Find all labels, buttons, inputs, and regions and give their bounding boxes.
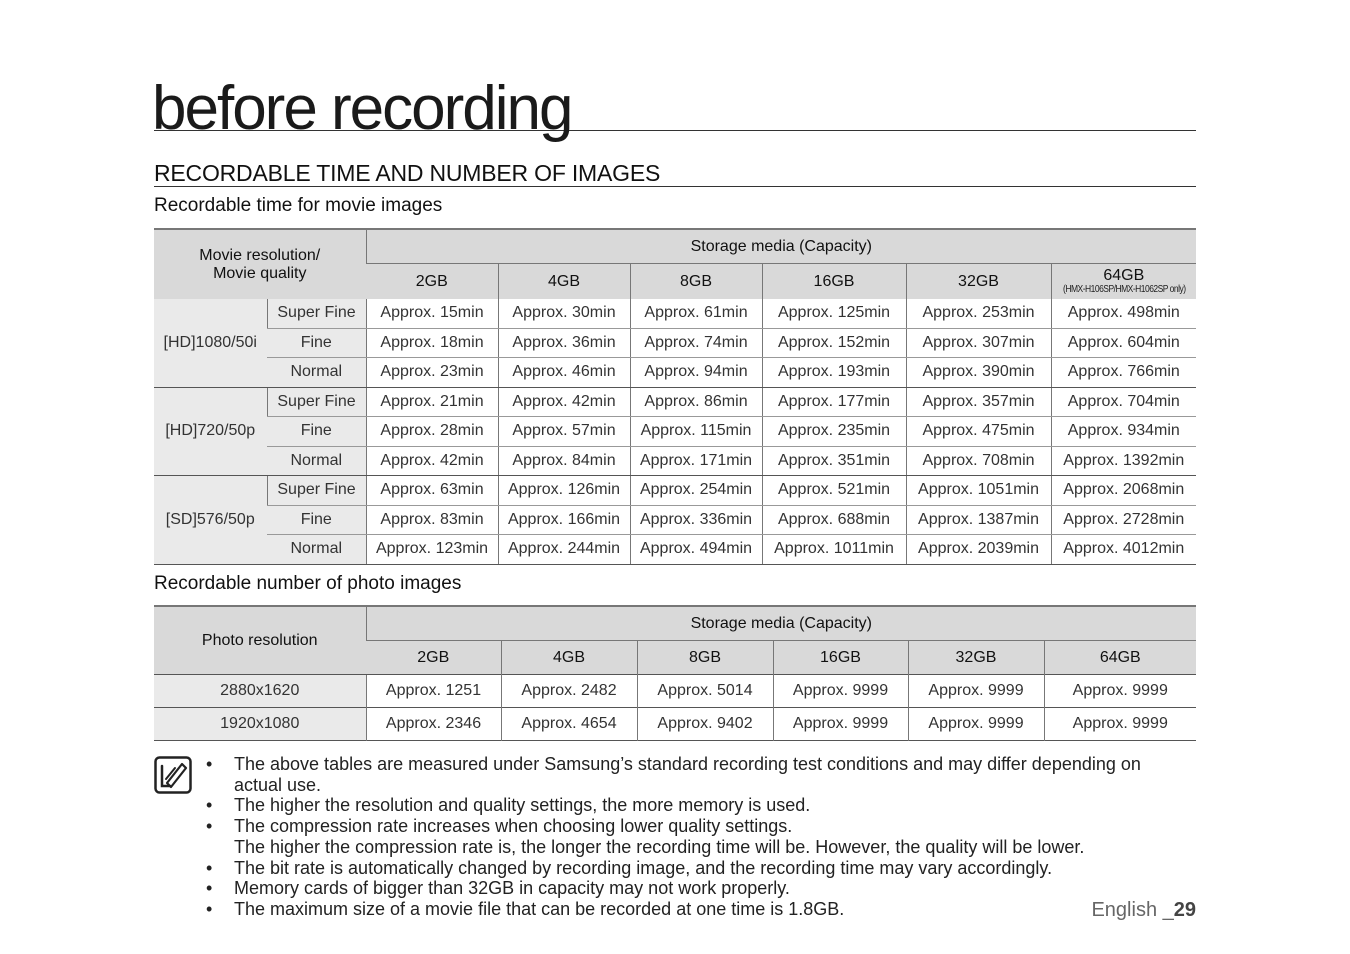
time-cell: Approx. 74min — [630, 328, 762, 358]
time-cell: Approx. 254min — [630, 476, 762, 506]
time-cell: Approx. 1387min — [906, 505, 1051, 535]
page-footer — [1091, 899, 1196, 922]
time-cell: Approx. 253min — [906, 299, 1051, 328]
quality-cell: Normal — [267, 446, 366, 476]
photo-storage-header: Storage media (Capacity) — [366, 606, 1196, 641]
time-cell: Approx. 708min — [906, 446, 1051, 476]
time-cell: Approx. 1051min — [906, 476, 1051, 506]
time-cell: Approx. 4012min — [1051, 535, 1196, 565]
photo-capacity-header: 64GB — [1044, 641, 1196, 675]
movie-corner-header: Movie resolution/ Movie quality — [154, 229, 366, 299]
table-row — [154, 328, 1196, 358]
resolution-cell: [HD]720/50p — [154, 387, 267, 476]
time-cell: Approx. 123min — [366, 535, 498, 565]
time-cell: Approx. 28min — [366, 417, 498, 447]
time-cell: Approx. 357min — [906, 387, 1051, 417]
table-row — [154, 708, 1196, 741]
note-pencil-icon — [154, 756, 192, 794]
count-cell: Approx. 4654 — [501, 708, 637, 741]
count-cell: Approx. 2346 — [366, 708, 501, 741]
time-cell: Approx. 604min — [1051, 328, 1196, 358]
table-row — [154, 299, 1196, 328]
time-cell: Approx. 390min — [906, 358, 1051, 388]
time-cell: Approx. 307min — [906, 328, 1051, 358]
time-cell: Approx. 244min — [498, 535, 630, 565]
photo-capacity-header: 2GB — [366, 641, 501, 675]
movie-capacity-header: 16GB — [762, 264, 906, 300]
time-cell: Approx. 193min — [762, 358, 906, 388]
count-cell: Approx. 9999 — [1044, 708, 1196, 741]
movie-capacity-header: 2GB — [366, 264, 498, 300]
table-row — [154, 675, 1196, 708]
capacity-64gb-label: 64GB (HMX-H106SP/HMX-H1062SP only) — [1062, 266, 1186, 295]
time-cell: Approx. 125min — [762, 299, 906, 328]
time-cell: Approx. 18min — [366, 328, 498, 358]
resolution-cell: [SD]576/50p — [154, 476, 267, 565]
quality-cell: Fine — [267, 505, 366, 535]
time-cell: Approx. 177min — [762, 387, 906, 417]
time-cell: Approx. 94min — [630, 358, 762, 388]
time-cell: Approx. 57min — [498, 417, 630, 447]
time-cell: Approx. 115min — [630, 417, 762, 447]
time-cell: Approx. 2068min — [1051, 476, 1196, 506]
note-item: • The above tables are measured under Samsung’s standard recording test conditions and may differ depending on actual use. — [206, 754, 1186, 795]
time-cell: Approx. 15min — [366, 299, 498, 328]
quality-cell: Fine — [267, 328, 366, 358]
quality-cell: Super Fine — [267, 387, 366, 417]
note-item: • The higher the resolution and quality settings, the more memory is used. — [206, 795, 1186, 816]
time-cell: Approx. 1011min — [762, 535, 906, 565]
count-cell: Approx. 1251 — [366, 675, 501, 708]
time-cell: Approx. 21min — [366, 387, 498, 417]
time-cell: Approx. 83min — [366, 505, 498, 535]
count-cell: Approx. 9999 — [773, 675, 908, 708]
movie-storage-header: Storage media (Capacity) — [366, 229, 1196, 264]
quality-cell: Fine — [267, 417, 366, 447]
time-cell: Approx. 46min — [498, 358, 630, 388]
photo-capacity-header: 16GB — [773, 641, 908, 675]
capacity-model-note: (HMX-H106SP/HMX-H1062SP only) — [1062, 283, 1186, 295]
table-row — [154, 358, 1196, 388]
time-cell: Approx. 475min — [906, 417, 1051, 447]
page-number: 29 — [1173, 899, 1196, 921]
photo-table-heading: Recordable number of photo images — [154, 573, 462, 594]
time-cell: Approx. 36min — [498, 328, 630, 358]
movie-recording-time-table — [154, 228, 1196, 565]
count-cell: Approx. 9999 — [908, 708, 1044, 741]
time-cell: Approx. 498min — [1051, 299, 1196, 328]
movie-capacity-header: 32GB — [906, 264, 1051, 300]
quality-cell: Super Fine — [267, 299, 366, 328]
count-cell: Approx. 9999 — [773, 708, 908, 741]
resolution-cell: 2880x1620 — [154, 675, 366, 708]
photo-capacity-header: 4GB — [501, 641, 637, 675]
photo-capacity-header: 8GB — [637, 641, 773, 675]
chapter-header — [152, 66, 1196, 143]
time-cell: Approx. 86min — [630, 387, 762, 417]
table-row — [154, 476, 1196, 506]
count-cell: Approx. 9999 — [1044, 675, 1196, 708]
note-item: • The bit rate is automatically changed by recording image, and the recording time may vary accordingly. — [206, 858, 1186, 879]
section-title: RECORDABLE TIME AND NUMBER OF IMAGES — [154, 160, 661, 186]
time-cell: Approx. 351min — [762, 446, 906, 476]
time-cell: Approx. 336min — [630, 505, 762, 535]
movie-capacity-header: 4GB — [498, 264, 630, 300]
table-row — [154, 417, 1196, 447]
count-cell: Approx. 2482 — [501, 675, 637, 708]
time-cell: Approx. 84min — [498, 446, 630, 476]
quality-cell: Super Fine — [267, 476, 366, 506]
time-cell: Approx. 1392min — [1051, 446, 1196, 476]
time-cell: Approx. 126min — [498, 476, 630, 506]
movie-capacity-header: 8GB — [630, 264, 762, 300]
time-cell: Approx. 61min — [630, 299, 762, 328]
time-cell: Approx. 688min — [762, 505, 906, 535]
footer-language: English _ — [1091, 899, 1174, 921]
chapter-title: before recording — [152, 74, 572, 143]
movie-table-heading: Recordable time for movie images — [154, 195, 443, 216]
note-item: • The maximum size of a movie file that can be recorded at one time is 1.8GB. — [206, 899, 1186, 920]
section-header — [154, 158, 1196, 187]
resolution-cell: [HD]1080/50i — [154, 299, 267, 387]
time-cell: Approx. 2728min — [1051, 505, 1196, 535]
photo-corner-header: Photo resolution — [154, 606, 366, 675]
quality-cell: Normal — [267, 358, 366, 388]
time-cell: Approx. 494min — [630, 535, 762, 565]
table-row — [154, 387, 1196, 417]
time-cell: Approx. 2039min — [906, 535, 1051, 565]
table-row — [154, 505, 1196, 535]
resolution-cell: 1920x1080 — [154, 708, 366, 741]
time-cell: Approx. 63min — [366, 476, 498, 506]
time-cell: Approx. 766min — [1051, 358, 1196, 388]
count-cell: Approx. 9999 — [908, 675, 1044, 708]
count-cell: Approx. 5014 — [637, 675, 773, 708]
time-cell: Approx. 42min — [498, 387, 630, 417]
note-item: • Memory cards of bigger than 32GB in capacity may not work properly. — [206, 878, 1186, 899]
count-cell: Approx. 9402 — [637, 708, 773, 741]
time-cell: Approx. 521min — [762, 476, 906, 506]
photo-capacity-header: 32GB — [908, 641, 1044, 675]
time-cell: Approx. 166min — [498, 505, 630, 535]
time-cell: Approx. 23min — [366, 358, 498, 388]
quality-cell: Normal — [267, 535, 366, 565]
time-cell: Approx. 934min — [1051, 417, 1196, 447]
photo-count-table — [154, 605, 1196, 741]
time-cell: Approx. 171min — [630, 446, 762, 476]
note-item: • The compression rate increases when choosing lower quality settings. The higher the compression rate is, the longer the recording time will be. However, the quality will be lower. — [206, 816, 1186, 857]
table-row — [154, 446, 1196, 476]
time-cell: Approx. 42min — [366, 446, 498, 476]
movie-capacity-header — [1051, 264, 1196, 300]
time-cell: Approx. 152min — [762, 328, 906, 358]
time-cell: Approx. 235min — [762, 417, 906, 447]
table-row — [154, 535, 1196, 565]
time-cell: Approx. 704min — [1051, 387, 1196, 417]
time-cell: Approx. 30min — [498, 299, 630, 328]
notes-list — [206, 754, 1186, 920]
